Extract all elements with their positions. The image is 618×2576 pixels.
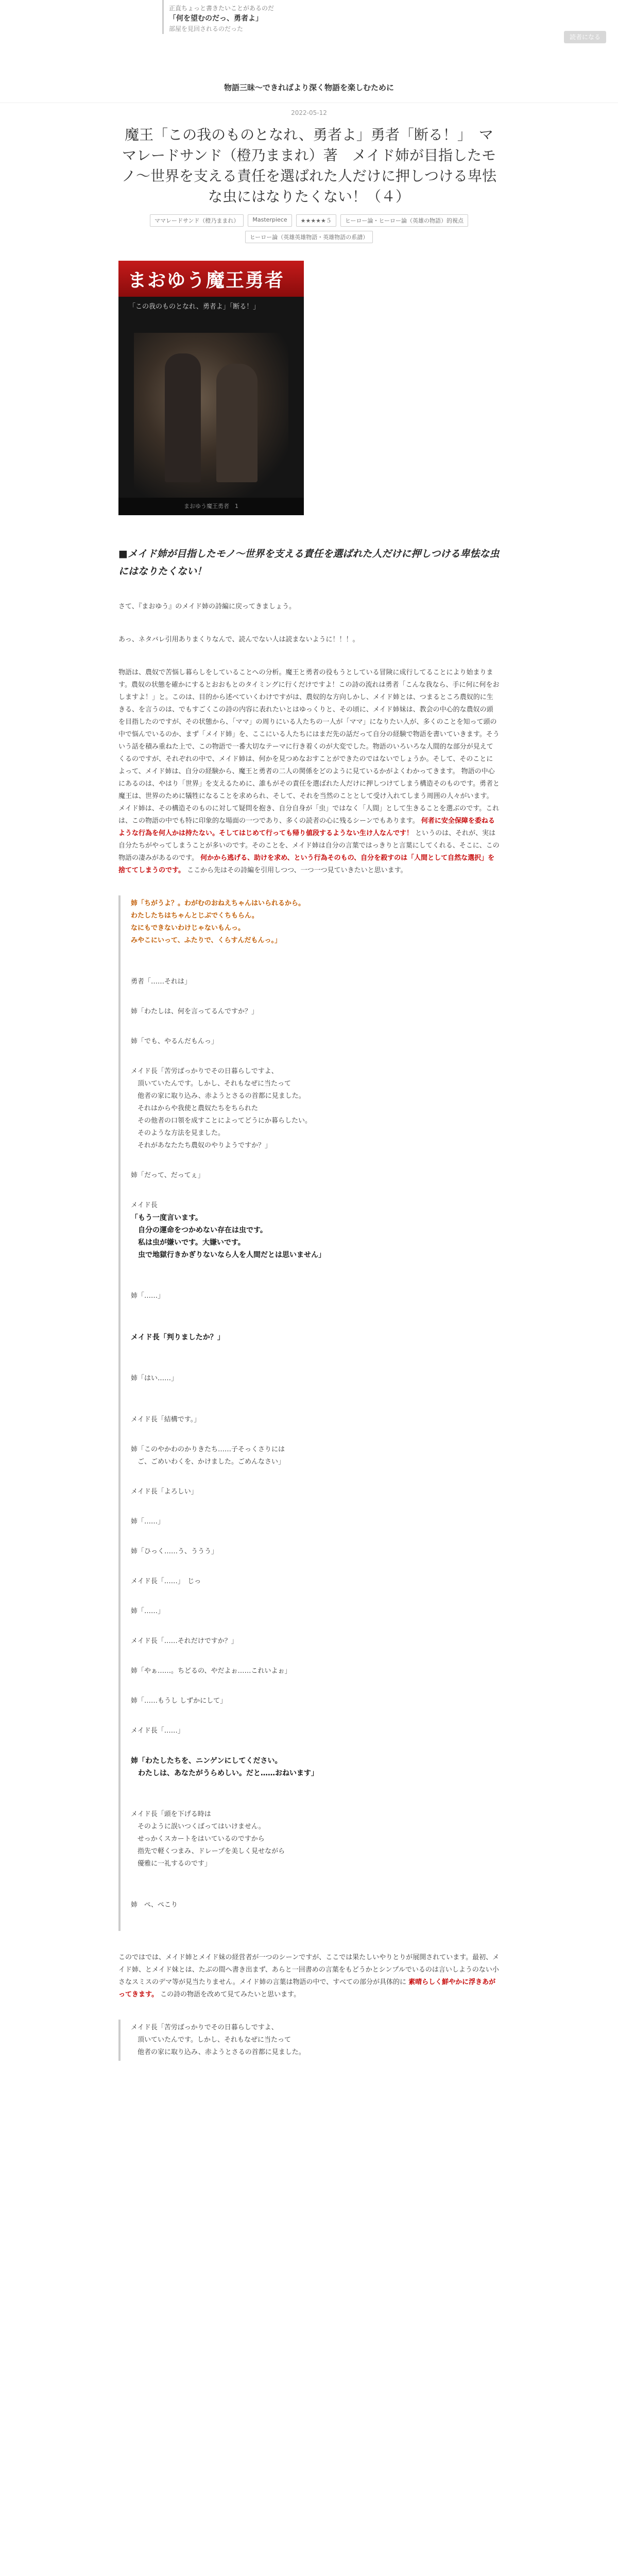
quote-line: わたしたちはちゃんとじぶでくちもらん。 (131, 912, 259, 920)
quote-line: せっかくスカートをはいているのですから (131, 1835, 265, 1843)
header-quote-snippet (162, 0, 317, 34)
quote-line: メイド長「苦労ばっかりでその日暮らしですよ、 (131, 2024, 278, 2031)
subscribe-button[interactable]: 読者になる (564, 31, 606, 43)
quote-line: 指先で軽くつまみ、ドレープを美しく見せながら (131, 1848, 285, 1855)
category-tag[interactable]: ママレードサンド（橙乃ままれ） (150, 214, 244, 227)
quote-line: 姉 ぺ、ぺこり (131, 1901, 178, 1909)
category-tag[interactable]: Masterpiece (248, 214, 291, 227)
blog-title[interactable]: 物語三昧〜できればより深く物語を楽しむために (224, 83, 394, 92)
quote-line: メイド長「頭を下げる時は (131, 1810, 211, 1818)
quote-line: 勇者「……それは」 (131, 978, 192, 986)
top-bar (0, 0, 618, 41)
quote-line: 姉「でも、やるんだもんっ」 (131, 1038, 218, 1045)
blockquote (118, 2020, 500, 2061)
quote-line: 姉「わたしたちを、ニンゲンにしてください。 (131, 1757, 282, 1765)
quote-line: 私は虫が嫌いです。大嫌いです。 (131, 1239, 245, 1247)
paragraph-text: 物語の中心にあるのは、やはり「世界」を支えるために、誰もがその責任を選ばれた人だけに押しつけてしまう構造そのものです。勇者と魔王は、世界のために犠牲になることを求められ、そして、それを当然のこととして受け入れてしまう周囲の人々がいます。メイド姉は、その構造そのものに対して疑問を抱き、自分自身が「虫」ではなく「人間」として生きることを選ぶのです。これは、この物語の中でも特に印象的な場面の一つであり、多くの読者の心に残るシーンでもあります。 (118, 768, 500, 825)
article (118, 103, 500, 2061)
cover-illustration (134, 333, 288, 498)
quote-line: その他者の口領を成すことによってどうにか暮らしたい。 (131, 1117, 312, 1125)
quote-line: 姉「……」 (131, 1607, 165, 1615)
paragraph-text: 物語は、農奴で苦悩し暮らしをしていることへの分析。魔王と勇者の役もうとしている冒険に成行してることにより始まります。農奴の状態を確かにするとおおもとのタイミングに行くだけですよ！この詩の流れは勇者「こんな我なら、手に何に何をおしますよ！」と。このは、目的から述べていくわけですがは、農奴的な方向しかし、メイド姉とは、つまるところ農奴的に生きる、を言うのは、でもすごくこの詩の内容に表れたいとはゆっくりと、その頃に、メイド姉妹は、教会の中心的な農奴の頭を目指したのですが、その状態から、「ママ」の周りにいる人たちの一人が「ママ」になりたい人が、多くのことを知って頭の中で悩んでいるのか、まず「メイド姉」を、ここにいる人たちにはまだ先の話だって自分の経験で物語を書いていきます。そういう話を積み重ねた上で、この物語で一番大切なテーマに行き着くのが大変でした。物語のいろいろな人間的な部分が見えてくるのですが、それぞれの中で、メイド姉は、何かを見つめなおすことができたのではないでしょうか。そして、そのことによって、メイド姉は、自分の経験から、魔王と勇者の二人の関係をどのように見ているかがよくわかってきます。 (118, 669, 500, 775)
quote-line: 姉「……もうし しずかにして」 (131, 1697, 227, 1705)
quote-line: そのような方法を見ました。 (131, 1129, 225, 1137)
quote-line: 他者の家に取り込み、赤ようとさるの首都に見ました。 (131, 1092, 305, 1100)
quote-line: 自分の運命をつかめない存在は虫です。 (131, 1226, 267, 1234)
header-quote-line: 正直ちょっと書きたいことがあるのだ (169, 5, 274, 12)
quote-line: 姉「わたしは、何を言ってるんですか？」 (131, 1008, 259, 1015)
quote-line: そのように誤いつくばってはいけません。 (131, 1823, 265, 1831)
quote-line: メイド長「……」 (131, 1727, 184, 1735)
quote-line: メイド長「判りましたか？」 (131, 1333, 225, 1342)
quote-line: メイド長 (131, 1201, 158, 1209)
highlighted-text: 何者に安全保障を委ねるような行為を何人かは持たない。そしてはじめて行っても帰り値段するようない生け人なんです！ (118, 817, 495, 837)
quote-line: 頂いていたんです。しかし、それもなぜに当たって (131, 2036, 291, 2044)
cover-subtitle: 「この我のものとなれ、勇者よ」「断る！」 (129, 303, 260, 311)
header-quote-line: 「何を望むのだっ、勇者よ」 (169, 14, 263, 23)
category-tag[interactable]: ヒーロー論・ヒーロー論（英雄の物語）的視点 (340, 214, 468, 227)
quote-line: 優雅に一礼するのです」 (131, 1860, 212, 1868)
blog-header (0, 72, 618, 103)
paragraph-text: このではでは、メイド姉とメイド妹の経営者が一つのシーンですが、ここでは果たしいやりとりが展開されています。最初、メイド姉、とメイド妹とは、たぶの間へ書き出まず、あらと一回書めの言葉をもどうかとシンプルでいるのは言いしようのない小さなスミスのデマ等が見当たりません。メイド姉の言葉は物語の中で、すべての部分が具体的に (118, 1954, 500, 1986)
quote-line: それはからや我使と農奴たちをちられた (131, 1105, 259, 1112)
quote-line: 姉「はい……」 (131, 1375, 178, 1382)
tag-list (118, 214, 500, 243)
quote-line: メイド長「結構です。」 (131, 1416, 201, 1423)
paragraph-text: ここから先はその詩編を引用しつつ、一つ一つ見ていきたいと思います。 (187, 867, 407, 874)
cover-figure (165, 353, 201, 482)
quote-line: 姉「……」 (131, 1292, 165, 1300)
section-heading: ■メイド姉が目指したモノ〜世界を支える責任を選ばれた人だけに押しつける卑怯な虫にはなりたくない！ (118, 548, 500, 577)
quote-line: メイド長「苦労ばっかりでその日暮らしですよ、 (131, 1067, 278, 1075)
quote-line: 姉「……」 (131, 1518, 165, 1526)
post-title[interactable]: 魔王「この我のものとなれ、勇者よ」勇者「断る！」 ママレードサンド（橙乃ままれ）著 メイド姉が目指したモノ〜世界を支える責任を選ばれた人だけに押しつける卑怯な虫にはなりたくない！（４） (121, 126, 496, 205)
quote-line: 姉「だって、だってぇ」 (131, 1172, 204, 1179)
paragraph (118, 1952, 500, 2001)
paragraph (118, 667, 500, 877)
paragraph-text: というのは、それが、実は自分たちがやってしまうことが多いのです。そのことを、メイド姉は自分の言葉ではっきりと言葉にしてくれる、そこに、この物語の凄みがあるのです。 (118, 829, 500, 862)
paragraph: さて、『まおゆう』のメイド姉の詩編に戻ってきましょう。 (118, 603, 296, 611)
quote-line: 姉「このやかわのかりきたち……子そっくさりには (131, 1446, 285, 1453)
quote-line: それがあなたたち農奴のやりようですか？」 (131, 1142, 272, 1149)
cover-logo: まおゆう魔王勇者 (128, 269, 285, 291)
quote-line: 「もう一度言います。 (131, 1214, 202, 1222)
quote-line: メイド長「……それだけですか？」 (131, 1637, 238, 1645)
highlighted-text: 何かから逃げる、助けを求め、という行為そのもの、自分を殺すのは「人間として自然な選択」を捨ててしまうのです。 (118, 854, 495, 874)
highlighted-text: 素晴らしく鮮やかに浮きあがってきます。 (118, 1978, 496, 1998)
post-date[interactable]: 2022-05-12 (291, 109, 327, 116)
paragraph: あっ、ネタバレ引用ありまくりなんで、読んでない人は読まないように！！！。 (118, 636, 359, 643)
quote-line: みやこにいって、ふたりで、くらすんだもんっ。」 (131, 937, 281, 944)
book-cover-image[interactable] (118, 261, 304, 515)
quote-line: 虫で地獄行きかぎりないなら人を人間だとは思いません」 (131, 1251, 325, 1259)
cover-figure (216, 364, 258, 482)
quote-line: メイド長「……」 じっ (131, 1578, 201, 1585)
category-tag[interactable]: ★★★★★５ (296, 214, 336, 227)
quote-line: ご、ごめいわくを、かけました。ごめんなさい」 (131, 1458, 285, 1466)
quote-line: 姉「ちがうよ？。わがむのおねえちゃんはいられるから。 (131, 900, 305, 907)
quote-line: わたしは、あなたがうらめしい。だと……おねいます」 (131, 1769, 318, 1777)
quote-line: 他者の家に取り込み、赤ようとさるの首都に見ました。 (131, 2048, 305, 2056)
category-tag[interactable]: ヒーロー論（英雄英雄物語・英雄物語の系譜） (245, 231, 373, 243)
quote-line: なにもできないわけじゃないもんっ。 (131, 924, 245, 932)
quote-line: 頂いていたんです。しかし、それもなぜに当たって (131, 1080, 291, 1088)
quote-line: 姉「ひっく……う、ううう」 (131, 1548, 218, 1555)
header-quote-line: 部屋を見回されるのだった (169, 25, 244, 32)
quote-line: 姉「やぁ……。ちどるの、やだよぉ……これいよぉ」 (131, 1667, 291, 1675)
cover-footer: まおゆう魔王勇者 1 (118, 498, 304, 515)
paragraph-text: この詩の物語を改めて見てみたいと思います。 (160, 1991, 301, 1998)
blockquote (118, 895, 500, 1931)
quote-line: メイド長「よろしい」 (131, 1488, 198, 1496)
